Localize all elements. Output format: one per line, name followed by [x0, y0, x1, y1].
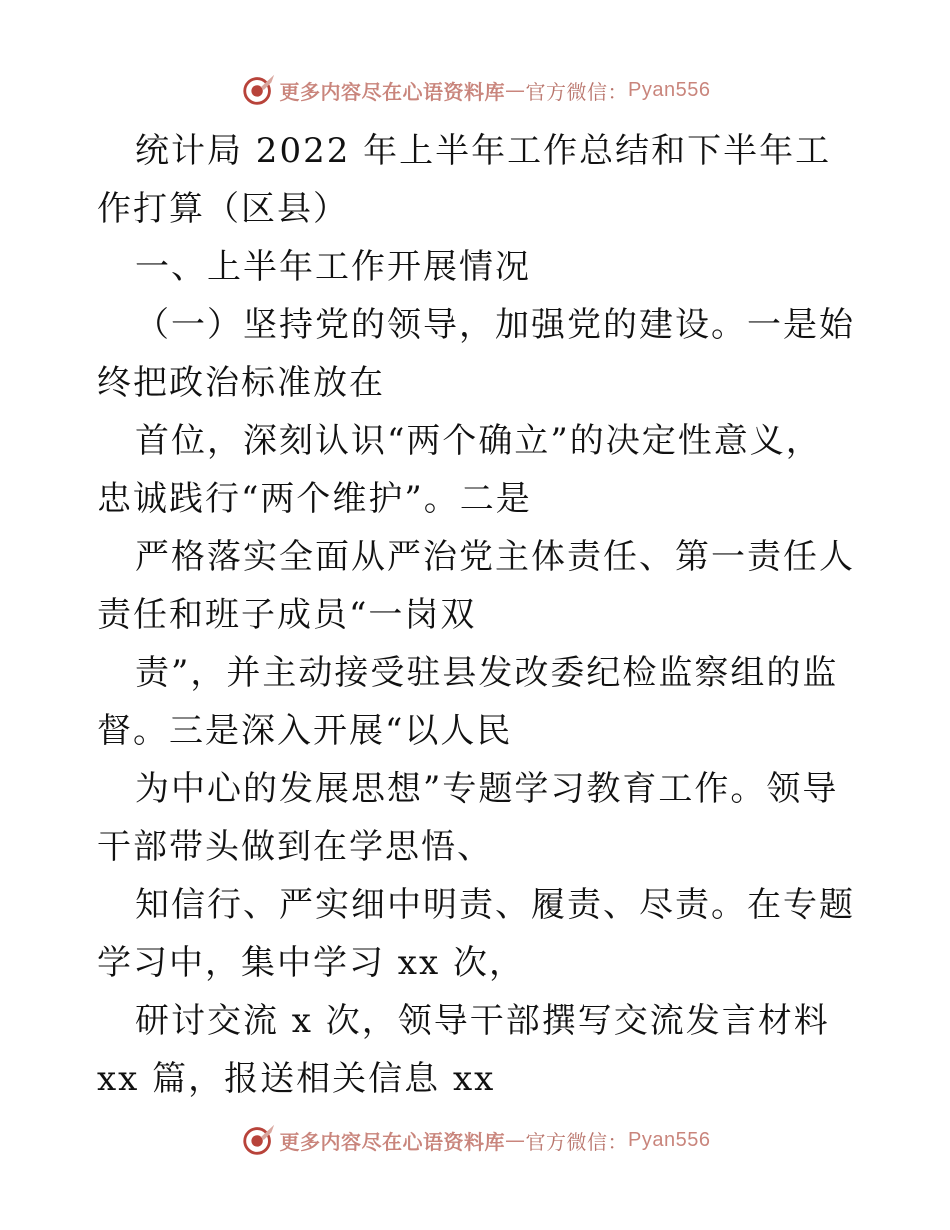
banner-wechat-label: 官方微信： — [525, 1129, 629, 1154]
section-heading: 一、上半年工作开展情况 — [135, 247, 531, 287]
body-paragraph: 首位，深刻认识“两个确立”的决定性意义，忠诚践行“两个维护”。二是 — [97, 421, 822, 519]
quill-seal-logo-icon — [240, 71, 278, 109]
banner-main-text: 更多内容尽在心语资料库 — [279, 79, 506, 104]
banner-wechat-id: Pyan556 — [628, 78, 711, 101]
banner-wechat-label: 官方微信： — [525, 79, 629, 104]
banner-wechat-id: Pyan556 — [628, 1128, 711, 1151]
body-paragraph: 为中心的发展思想”专题学习教育工作。领导干部带头做到在学思悟、 — [97, 769, 839, 867]
body-paragraph: （一）坚持党的领导，加强党的建设。一是始终把政治标准放在 — [97, 305, 855, 403]
document-body — [97, 122, 857, 1108]
body-paragraph: 责”，并主动接受驻县发改委纪检监察组的监督。三是深入开展“以人民 — [97, 653, 839, 751]
document-title: 统计局 2022 年上半年工作总结和下半年工作打算（区县） — [97, 131, 832, 229]
banner-main-text: 更多内容尽在心语资料库 — [279, 1129, 506, 1154]
body-paragraph: 知信行、严实细中明责、履责、尽责。在专题学习中，集中学习 xx 次， — [97, 885, 855, 983]
banner-separator: — — [505, 1128, 526, 1152]
body-paragraph: 研讨交流 x 次，领导干部撰写交流发言材料 xx 篇，报送相关信息 xx — [97, 1001, 830, 1099]
quill-seal-logo-icon — [240, 1121, 278, 1159]
banner-separator: — — [505, 78, 526, 102]
header-banner — [0, 70, 950, 110]
body-paragraph: 严格落实全面从严治党主体责任、第一责任人责任和班子成员“一岗双 — [97, 537, 855, 635]
footer-banner — [0, 1120, 950, 1160]
